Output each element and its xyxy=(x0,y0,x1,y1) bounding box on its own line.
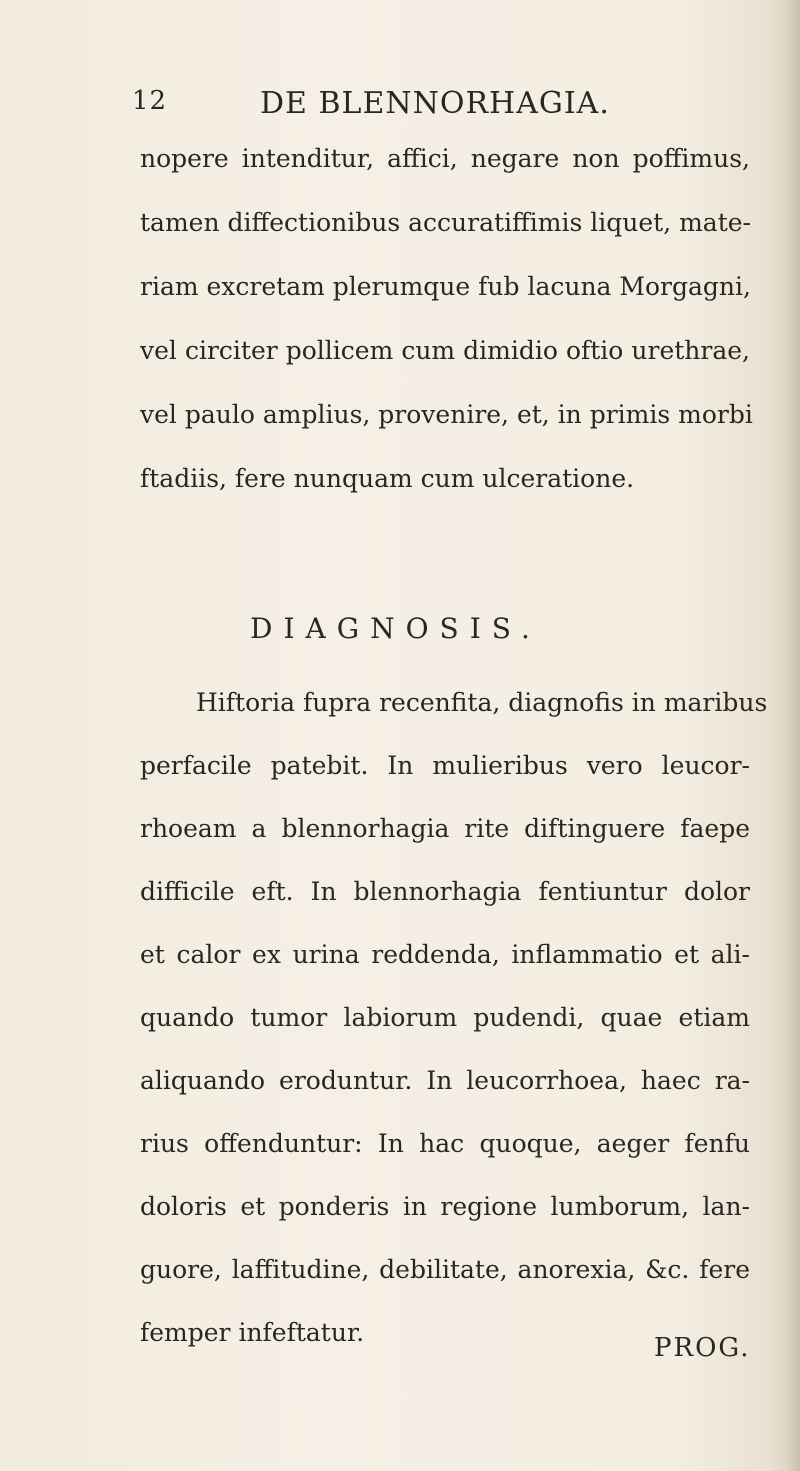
text-line: rius offenduntur: In hac quoque, aeger fenfu xyxy=(140,1129,750,1158)
text-line: rhoeam a blennorhagia rite diftinguere faepe xyxy=(140,814,750,843)
text-line: Hiftoria fupra recenfita, diagnofis in maribus xyxy=(196,688,768,717)
page-edge-shadow xyxy=(786,0,800,1471)
text-line: guore, laffitudine, debilitate, anorexia, &c. fere xyxy=(140,1255,750,1284)
text-line: tamen diffectionibus accuratiffimis liquet, mate- xyxy=(140,208,751,237)
text-line: vel paulo amplius, provenire, et, in primis morbi xyxy=(140,400,753,429)
text-line: riam excretam plerumque fub lacuna Morgagni, xyxy=(140,272,751,301)
text-line: doloris et ponderis in regione lumborum, lan- xyxy=(140,1192,750,1221)
section-heading: DIAGNOSIS. xyxy=(250,612,541,645)
catchword: PROG. xyxy=(654,1333,751,1363)
text-line: vel circiter pollicem cum dimidio oftio urethrae, xyxy=(140,336,750,365)
text-line: quando tumor labiorum pudendi, quae etiam xyxy=(140,1003,750,1032)
text-line: femper infeftatur. xyxy=(140,1318,365,1347)
text-line: perfacile patebit. In mulieribus vero leucor- xyxy=(140,751,750,780)
text-line: difficile eft. In blennorhagia fentiuntur dolor xyxy=(140,877,750,906)
text-line: nopere intenditur, affici, negare non poffimus, xyxy=(140,144,750,173)
page-header xyxy=(132,86,692,130)
text-line: aliquando eroduntur. In leucorrhoea, haec ra- xyxy=(140,1066,750,1095)
text-line: et calor ex urina reddenda, inflammatio et ali- xyxy=(140,940,750,969)
text-line: ftadiis, fere nunquam cum ulceratione. xyxy=(140,464,635,493)
page-number: 12 xyxy=(132,86,168,116)
running-title: DE BLENNORHAGIA. xyxy=(260,86,610,121)
